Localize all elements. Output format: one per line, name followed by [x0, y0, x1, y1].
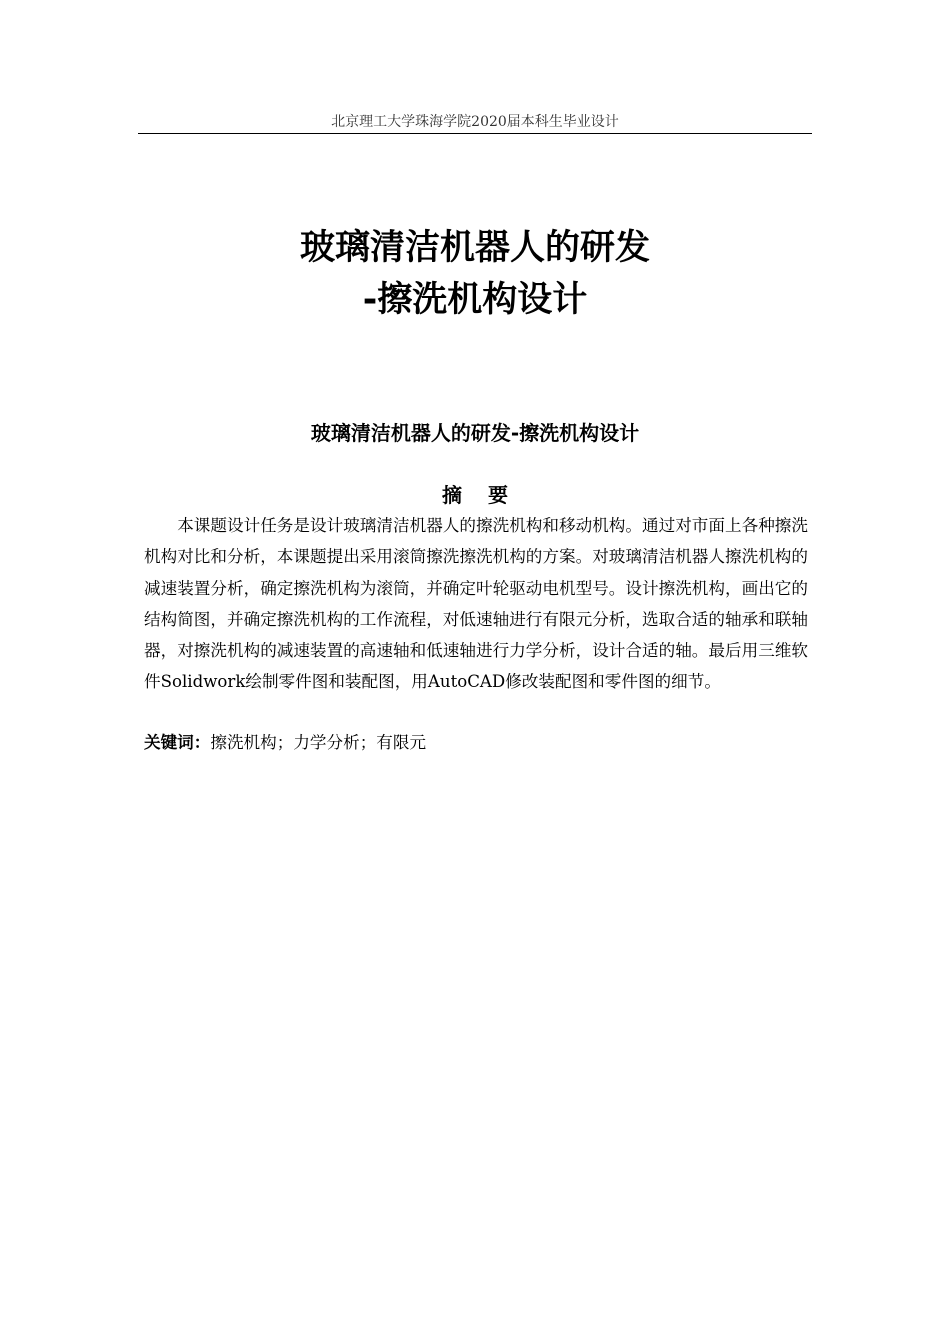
abstract-heading: 摘要 — [442, 483, 534, 507]
running-header: 北京理工大学珠海学院2020届本科生毕业设计 — [331, 114, 619, 130]
main-title-line-2: -擦洗机构设计 — [362, 280, 588, 320]
abstract-body: 本课题设计任务是设计玻璃清洁机器人的擦洗机构和移动机构。通过对市面上各种擦洗机构对比和分析，本课题提出采用滚筒擦洗擦洗机构的方案。对玻璃清洁机器人擦洗机构的减速装置分析，确定擦洗机构为滚筒，并确定叶轮驱动电机型号。设计擦洗机构，画出它的结构简图，并确定擦洗机构的工作流程，对低速轴进行有限元分析，选取合适的轴承和联轴器，对擦洗机构的减速装置的高速轴和低速轴进行力学分析，设计合适的轴。最后用三维软件Solidwork绘制零件图和装配图，用AutoCAD修改装配图和零件图的细节。 — [144, 516, 808, 692]
keywords-line — [144, 729, 808, 757]
main-title — [100, 222, 850, 326]
main-title-line-1: 玻璃清洁机器人的研发 — [299, 228, 650, 268]
header-rule — [138, 133, 812, 134]
keywords-label: 关键词： — [144, 733, 211, 752]
keywords-value: 擦洗机构；力学分析；有限元 — [210, 733, 427, 752]
sub-title: 玻璃清洁机器人的研发-擦洗机构设计 — [310, 421, 640, 445]
